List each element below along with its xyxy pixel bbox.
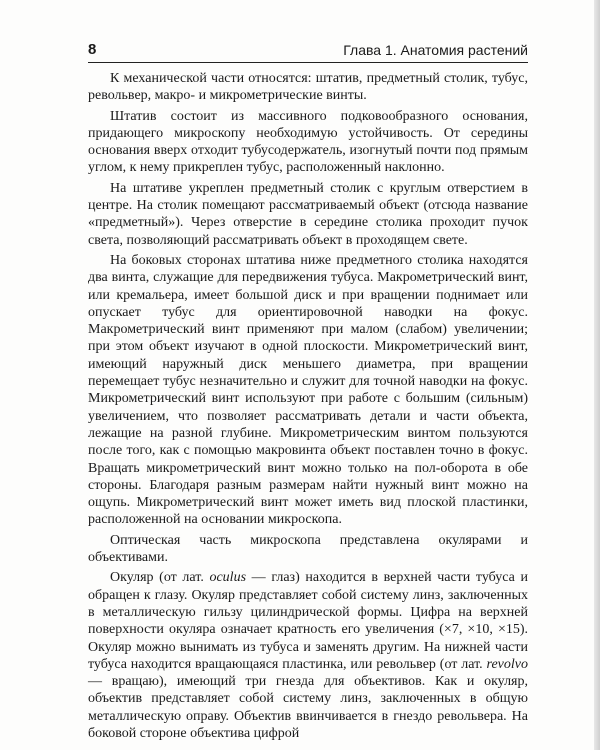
paragraph-text: Оптическая часть микроскопа представлена окулярами и объективами.: [88, 532, 528, 566]
page-header: [88, 40, 528, 63]
paragraph-text: — глаз) находится в верхней части тубуса и обращен к глазу. Окуляр представляет собой систему линз, заключенных в металлическую гильзу цилиндрической формы. Цифра на верхней поверхности окуляра означает кратность его увеличения (×7, ×10, ×15). Окуляр можно вынимать из тубуса и заменять другим. На нижней части тубуса находится вращающаяся пластинка, или револьвер (от лат.: [88, 570, 529, 672]
paragraph-text: На боковых сторонах штатива ниже предметного столика находятся два винта, служащие для передвижения тубуса. Макрометрический винт, или кремальера, имеет большой диск и при вращении поднимает или опускает тубус для ориентировочной наводки на фокус. Макрометрический винт применяют при малом (слабом) увеличении; при этом объект изучают в одной плоскости. Микрометрический винт, имеющий наружный диск меньшего диаметра, при вращении перемещает тубус незначительно и служит для точной наводки на фокус. Микрометрический винт используют при работе с большим (сильным) увеличением, что позволяет рассматривать детали и части объекта, лежащие на разной глубине. Микрометрическим винтом пользуются после того, как с помощью макровинта объект поставлен точно в фокус. Вращать микрометрический винт можно только на пол-оборота в обе стороны. Благодаря разным размерам найти нужный винт можно на ощупь. Микрометрический винт может иметь вид плоской пластинки, расположенной на основании микроскопа.: [88, 252, 528, 528]
latin-term: revolvo: [486, 656, 528, 672]
page-number: 8: [88, 41, 97, 58]
paragraph-5: [88, 532, 528, 567]
paragraph-text: Окуляр (от лат.: [110, 570, 210, 586]
paragraph-6: [88, 569, 528, 742]
paragraph-text: К механической части относятся: штатив, предметный столик, тубус, револьвер, макро- и микрометрические винты.: [88, 71, 528, 104]
paragraph-text: — вращаю), имеющий три гнезда для объективов. Как и окуляр, объектив представляет собой систему линз, заключенных в общую металлическую оправу. Объектив ввинчивается в гнездо револьвера. На боковой стороне объектива цифрой: [88, 674, 528, 741]
paragraph-text: На штативе укреплен предметный столик с круглым отверстием в центре. На столик помещают рассматриваемый объект (отсюда название «предметный»). Через отверстие в середине столика проходит пучок света, позволяющий рассматривать объект в проходящем свете.: [88, 180, 528, 248]
body-text: [88, 70, 528, 742]
paragraph-2: [88, 108, 528, 177]
latin-term: oculus: [209, 570, 247, 586]
paragraph-1: [88, 70, 528, 105]
paragraph-text: Штатив состоит из массивного подковообразного основания, придающего микроскопу необходимую устойчивость. От середины основания вверх отходит тубусодержатель, изогнутый почти под прямым углом, к нему прикреплен тубус, расположенный наклонно.: [88, 108, 528, 176]
page-edge-shadow: [594, 0, 600, 750]
paragraph-4: [88, 252, 528, 529]
chapter-running-head: Глава 1. Анатомия растений: [343, 42, 528, 58]
paragraph-3: [88, 180, 528, 249]
